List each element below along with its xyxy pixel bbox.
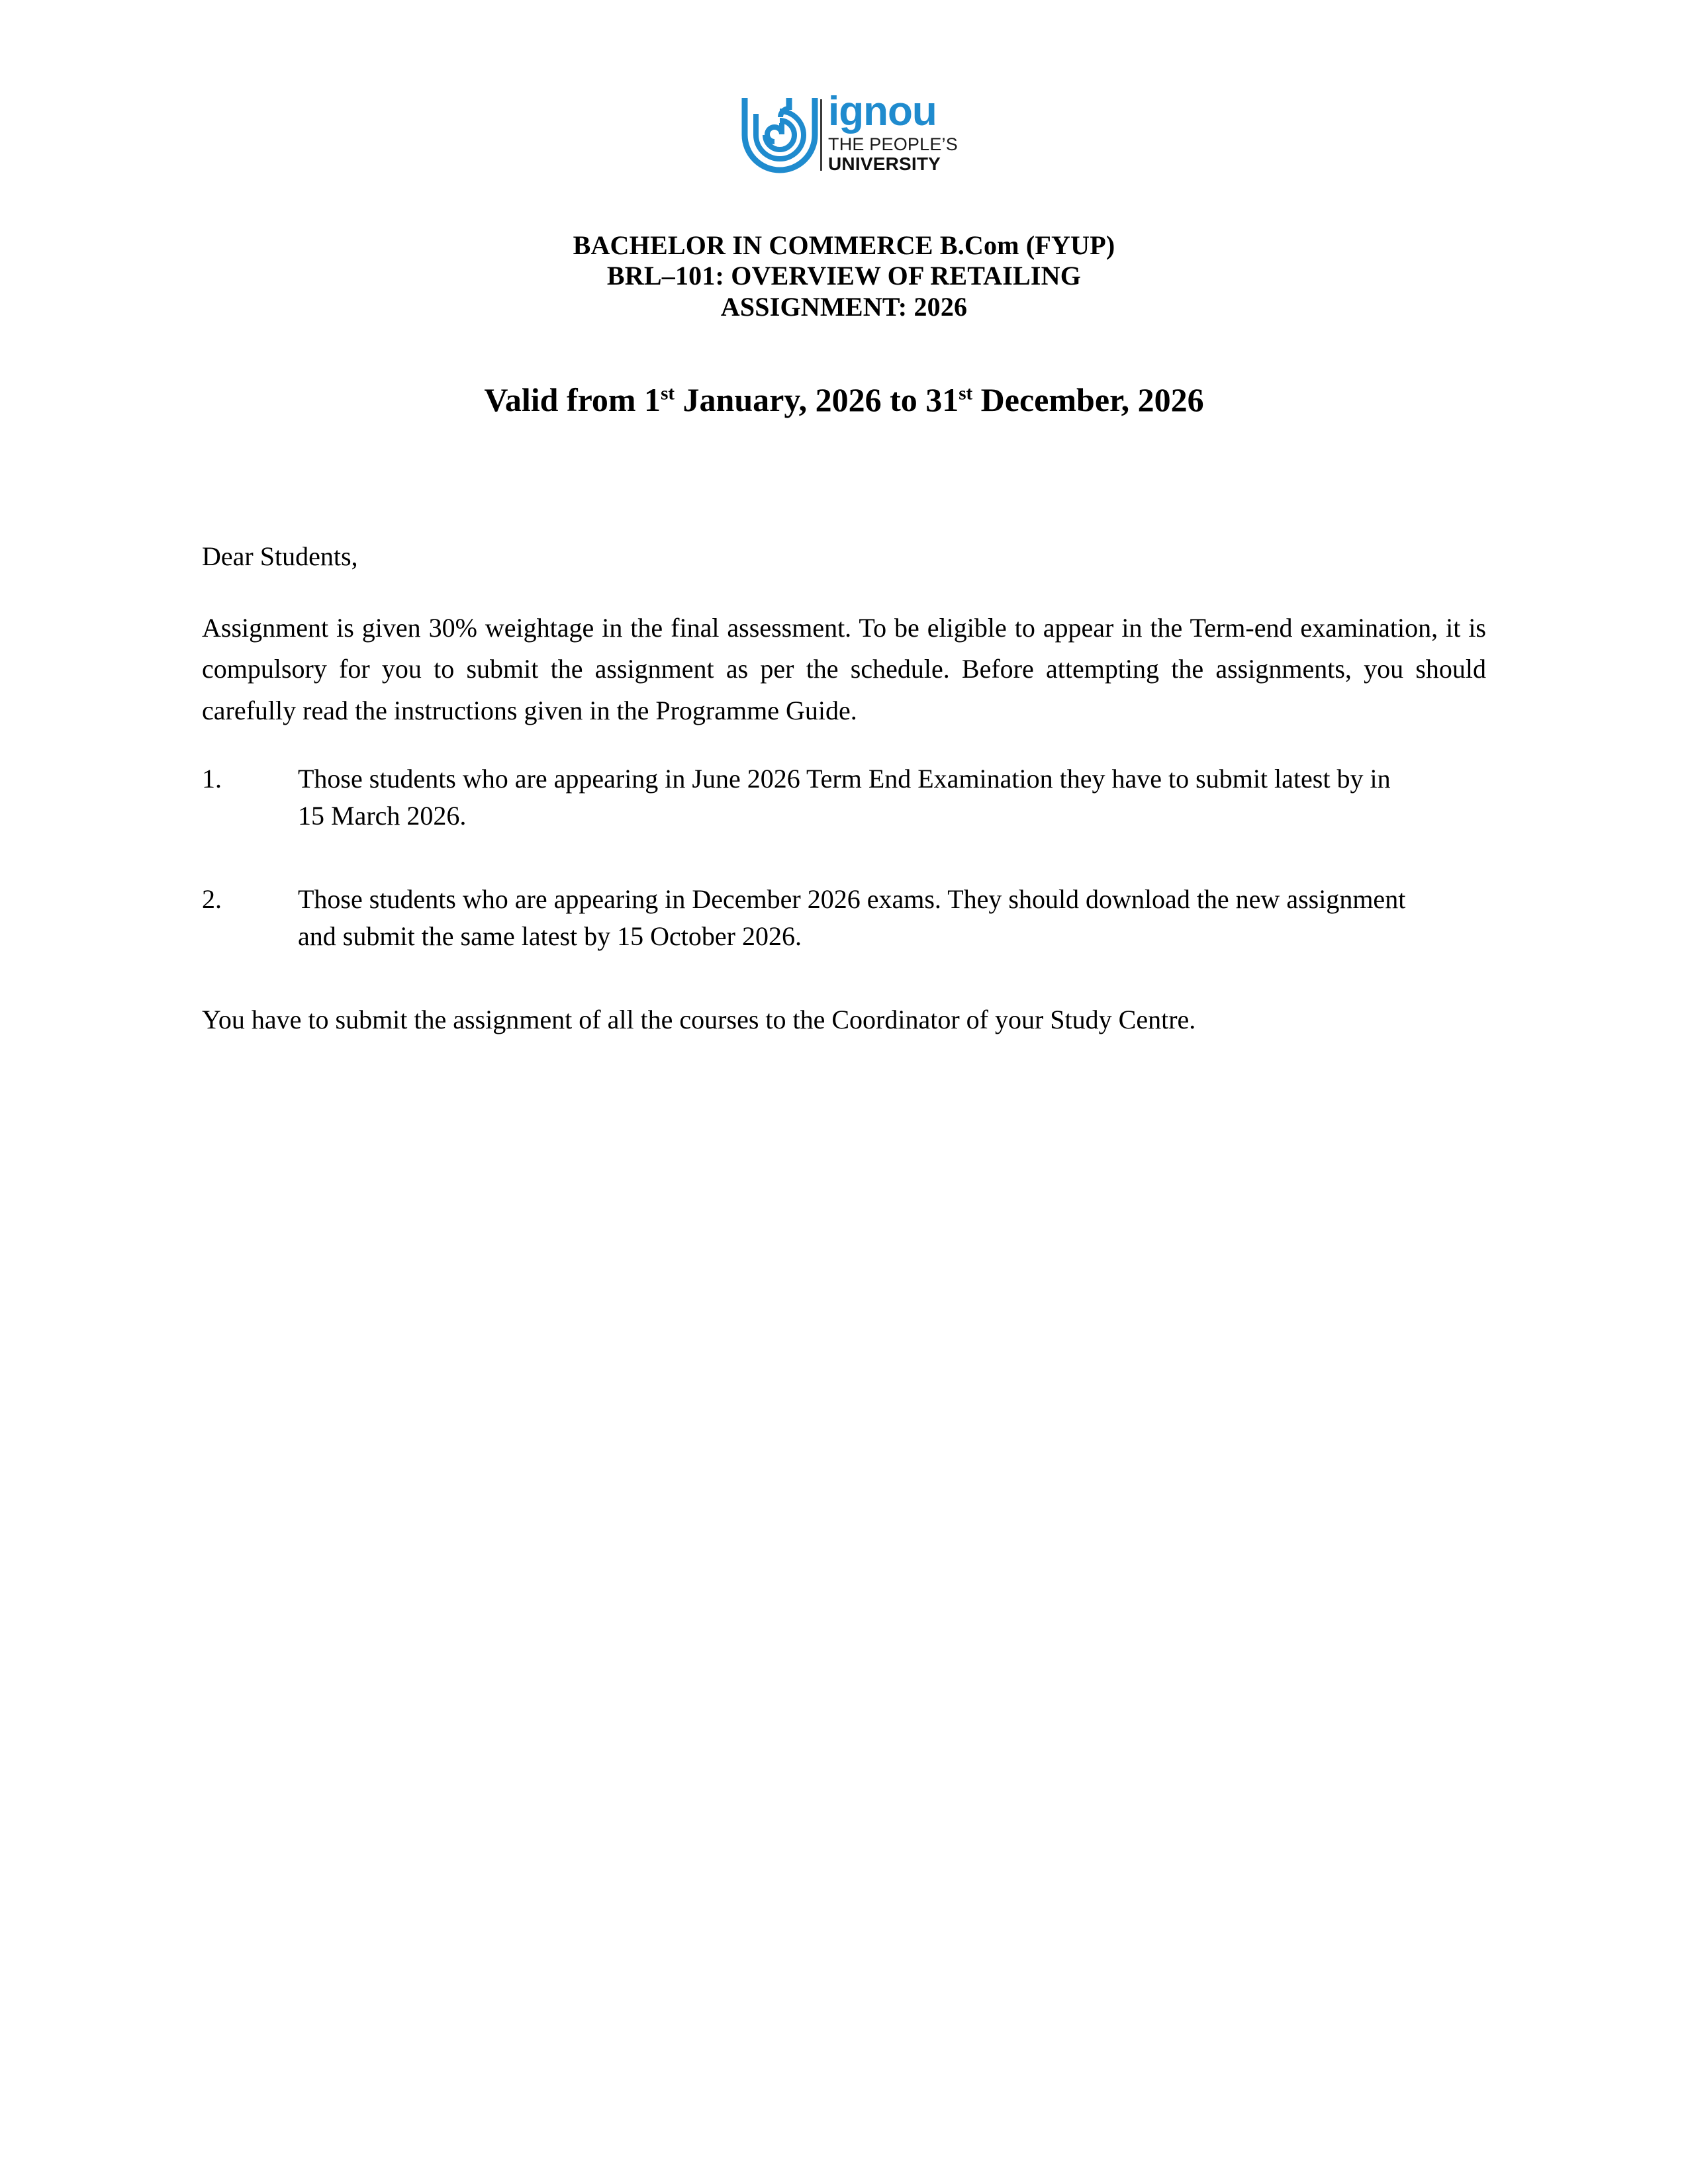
programme-title: BACHELOR IN COMMERCE B.Com (FYUP) (573, 230, 1115, 260)
validity-ordinal-first: st (661, 383, 675, 404)
validity-middle: January, 2026 to 31 (675, 381, 959, 418)
logo-tagline-line1: THE PEOPLE’S (828, 134, 958, 154)
validity-period (202, 380, 1486, 420)
list-item (202, 760, 1486, 835)
validity-prefix: Valid from 1 (484, 381, 661, 418)
document-heading-group (202, 230, 1486, 322)
instruction-list (202, 760, 1486, 955)
ignou-logo (740, 89, 959, 180)
course-title: BRL–101: OVERVIEW OF RETAILING (606, 261, 1082, 291)
list-item-text: Those students who are appearing in June 2026 Term End Examination they have to submit latest by in 15 March 2026. (298, 764, 1391, 831)
salutation: Dear Students, (202, 541, 358, 571)
ignou-emblem-icon (740, 94, 820, 179)
list-item (202, 881, 1486, 955)
list-item-marker: 2. (202, 884, 222, 915)
list-item-marker: 1. (202, 764, 222, 794)
intro-paragraph: Assignment is given 30% weightage in the final assessment. To be eligible to appear in the Term-end examination, it is compulsory for you to submit the assignment as per the schedule. Before attempting the assignments, you should carefully read the instructions given in the Programme Guide. (202, 613, 1486, 725)
list-item-text: Those students who are appearing in December 2026 exams. They should download the new assignment and submit the same latest by 15 October 2026. (298, 884, 1406, 952)
logo-divider (820, 99, 822, 171)
logo-wordmark: ignou (828, 89, 937, 134)
closing-paragraph: You have to submit the assignment of all the courses to the Coordinator of your Study Centre. (202, 1005, 1196, 1035)
document-body (202, 541, 1486, 1038)
validity-suffix: December, 2026 (972, 381, 1204, 418)
assignment-title: ASSIGNMENT: 2026 (720, 291, 968, 322)
logo-tagline-line2: UNIVERSITY (828, 154, 941, 175)
logo-wordmark-group (828, 89, 958, 175)
validity-ordinal-second: st (959, 383, 973, 404)
